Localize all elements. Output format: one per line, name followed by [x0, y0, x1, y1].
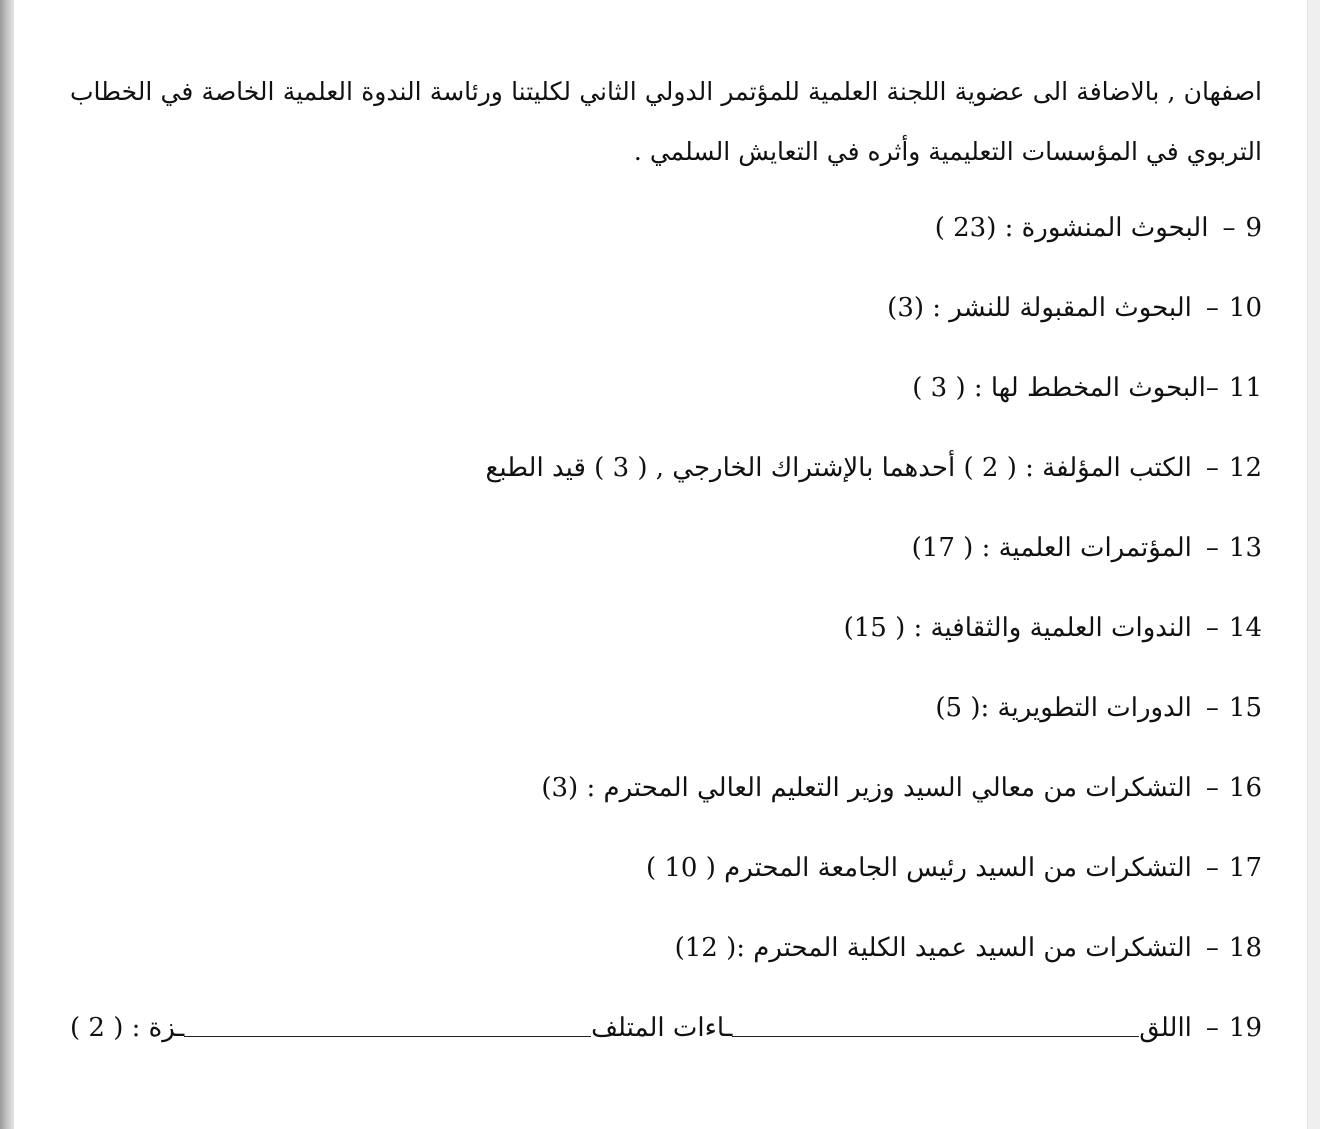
item-number: 12 [1228, 453, 1262, 483]
item-number: 14 [1228, 613, 1262, 643]
item-text-part-1: االلق [1139, 1013, 1192, 1043]
item-number: 19 [1228, 1013, 1262, 1043]
item-text: التشكرات من معالي السيد وزير التعليم العالي المحترم : (3) [541, 773, 1192, 803]
list-item-16: 16–التشكرات من معالي السيد وزير التعليم العالي المحترم : (3) [70, 748, 1262, 828]
item-number: 10 [1228, 293, 1262, 323]
list-item-11 [70, 348, 1262, 428]
intro-paragraph: اصفهان , بالاضافة الى عضوية اللجنة العلمية للمؤتمر الدولي الثاني لكليتنا ورئاسة الندوة العلمية الخاصة في الخطاب التربوي في المؤسسات التعليمية وأثره في التعايش السلمي . [70, 77, 1262, 166]
list-item-12: 12–الكتب المؤلفة : ( 2 ) أحدهما بالإشتراك الخارجي , ( 3 ) قيد الطبع [70, 428, 1262, 508]
item-number: 18 [1228, 933, 1262, 963]
item-text: البحوث المقبولة للنشر : (3) [887, 293, 1192, 323]
list-item-18: 18–التشكرات من السيد عميد الكلية المحترم :( 12) [70, 908, 1262, 988]
item-text: التشكرات من السيد رئيس الجامعة المحترم ( 10 ) [645, 853, 1192, 883]
list-item-9: 9–البحوث المنشورة : (23 ) [70, 188, 1262, 268]
list-item-15: 15–الدورات التطويرية :( 5) [70, 668, 1262, 748]
item-number: 17 [1228, 853, 1262, 883]
stretched-underline [184, 1036, 591, 1037]
item-number: 9 [1245, 213, 1262, 243]
list-item-14: 14–الندوات العلمية والثقافية : ( 15) [70, 588, 1262, 668]
item-text-part-2: ـاءات المتلف [591, 1013, 733, 1043]
item-text: التشكرات من السيد عميد الكلية المحترم :( 12) [674, 933, 1192, 963]
item-number: 15 [1228, 693, 1262, 723]
list-item-10: 10–البحوث المقبولة للنشر : (3) [70, 268, 1262, 348]
item-number: 16 [1228, 773, 1262, 803]
item-text: البحوث المنشورة : (23 ) [934, 213, 1209, 243]
page-left-shadow [0, 0, 14, 1129]
list-item-17: 17–التشكرات من السيد رئيس الجامعة المحترم ( 10 ) [70, 828, 1262, 908]
page-right-edge [1307, 0, 1320, 1129]
stretched-underline [732, 1036, 1139, 1037]
item-number: 13 [1228, 533, 1262, 563]
list-item-19: 19 – االلق ـاءات المتلف ـزة : ( 2 ) [70, 988, 1262, 1068]
item-text: –البحوث المخطط لها : ( 3 ) [912, 373, 1219, 403]
document-page [14, 0, 1308, 1129]
document-body [70, 62, 1262, 1084]
item-text: المؤتمرات العلمية : ( 17) [911, 533, 1192, 563]
item-text: الندوات العلمية والثقافية : ( 15) [843, 613, 1192, 643]
item-number: 11 [1228, 373, 1262, 403]
item-text: الدورات التطويرية :( 5) [935, 693, 1192, 723]
item-text-part-3: ـزة : ( 2 ) [70, 1013, 185, 1043]
list-item-13: 13–المؤتمرات العلمية : ( 17) [70, 508, 1262, 588]
item-text: الكتب المؤلفة : ( 2 ) أحدهما بالإشتراك الخارجي , ( 3 ) قيد الطبع [485, 453, 1192, 483]
achievements-list [70, 188, 1262, 1068]
